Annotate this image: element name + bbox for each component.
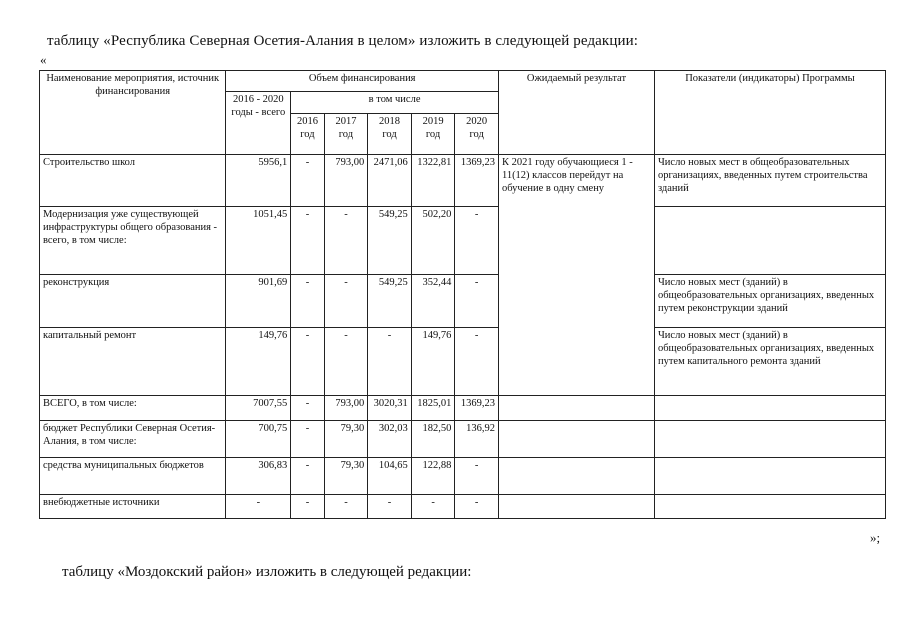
row-result (498, 458, 654, 495)
opening-quote: « (40, 52, 47, 67)
header-indicators: Показатели (индикаторы) Программы (654, 71, 885, 155)
header-total: 2016 - 2020 годы - всего (226, 92, 291, 155)
row-2018: 549,25 (368, 275, 412, 328)
row-2018: 3020,31 (368, 396, 412, 421)
row-total: 901,69 (226, 275, 291, 328)
row-2019: 352,44 (411, 275, 455, 328)
row-2017: - (324, 495, 368, 519)
row-2020: - (455, 275, 499, 328)
header-year-2019: 2019 год (411, 114, 455, 155)
header-year-2018: 2018 год (368, 114, 412, 155)
row-2020: 1369,23 (455, 396, 499, 421)
row-2016: - (291, 421, 324, 458)
row-2019: 1825,01 (411, 396, 455, 421)
row-2016: - (291, 207, 324, 275)
row-indicator (654, 421, 885, 458)
table-row (40, 458, 886, 495)
row-name: реконструкция (40, 275, 226, 328)
row-total: 1051,45 (226, 207, 291, 275)
header-including: в том числе (291, 92, 499, 114)
row-2020: 136,92 (455, 421, 499, 458)
intro-paragraph: таблицу «Республика Северная Осетия-Алания в целом» изложить в следующей редакции: (47, 33, 638, 49)
row-2017: 793,00 (324, 396, 368, 421)
row-2018: - (368, 495, 412, 519)
row-2020: - (455, 207, 499, 275)
header-funding: Объем финансирования (226, 71, 499, 92)
row-2017: 793,00 (324, 155, 368, 207)
row-2020: - (455, 495, 499, 519)
row-total: 5956,1 (226, 155, 291, 207)
row-2019: 122,88 (411, 458, 455, 495)
row-indicator (654, 458, 885, 495)
row-2016: - (291, 458, 324, 495)
row-total: 700,75 (226, 421, 291, 458)
row-2019: 502,20 (411, 207, 455, 275)
row-indicator (654, 495, 885, 519)
header-name: Наименование мероприятия, источник финансирования (40, 71, 226, 155)
row-2019: - (411, 495, 455, 519)
row-2019: 1322,81 (411, 155, 455, 207)
row-result (498, 396, 654, 421)
closing-quote: »; (870, 530, 881, 545)
financing-table (39, 70, 886, 519)
header-year-2016: 2016 год (291, 114, 324, 155)
row-name: Модернизация уже существующей инфраструктуры общего образования - всего, в том числе: (40, 207, 226, 275)
row-name: капитальный ремонт (40, 328, 226, 396)
table-row (40, 207, 886, 275)
row-2018: 549,25 (368, 207, 412, 275)
row-2016: - (291, 396, 324, 421)
row-total: - (226, 495, 291, 519)
row-2020: - (455, 458, 499, 495)
row-total: 149,76 (226, 328, 291, 396)
row-name: средства муниципальных бюджетов (40, 458, 226, 495)
outro-paragraph: таблицу «Моздокский район» изложить в следующей редакции: (62, 564, 472, 580)
row-2020: - (455, 328, 499, 396)
row-2017: 79,30 (324, 458, 368, 495)
row-2016: - (291, 275, 324, 328)
row-indicator (654, 207, 885, 275)
row-2018: - (368, 328, 412, 396)
table-row (40, 155, 886, 207)
header-year-2020: 2020 год (455, 114, 499, 155)
header-year-2017: 2017 год (324, 114, 368, 155)
row-2017: - (324, 328, 368, 396)
row-2018: 104,65 (368, 458, 412, 495)
row-indicator: Число новых мест (зданий) в общеобразовательных организациях, введенных путем реконструкции зданий (654, 275, 885, 328)
row-2019: 149,76 (411, 328, 455, 396)
table-row (40, 421, 886, 458)
header-result: Ожидаемый результат (498, 71, 654, 155)
row-2017: 79,30 (324, 421, 368, 458)
row-result (498, 495, 654, 519)
row-total: 7007,55 (226, 396, 291, 421)
table-row (40, 328, 886, 396)
row-result (498, 421, 654, 458)
row-2018: 2471,06 (368, 155, 412, 207)
row-2020: 1369,23 (455, 155, 499, 207)
table-row (40, 396, 886, 421)
table-row (40, 495, 886, 519)
row-indicator: Число новых мест (зданий) в общеобразовательных организациях, введенных путем капитального ремонта зданий (654, 328, 885, 396)
row-2017: - (324, 207, 368, 275)
row-name: ВСЕГО, в том числе: (40, 396, 226, 421)
row-2019: 182,50 (411, 421, 455, 458)
row-2016: - (291, 495, 324, 519)
row-name: Строительство школ (40, 155, 226, 207)
row-2016: - (291, 328, 324, 396)
row-2017: - (324, 275, 368, 328)
row-name: внебюджетные источники (40, 495, 226, 519)
row-total: 306,83 (226, 458, 291, 495)
row-indicator (654, 396, 885, 421)
row-2018: 302,03 (368, 421, 412, 458)
expected-result: К 2021 году обучающиеся 1 - 11(12) классов перейдут на обучение в одну смену (498, 155, 654, 396)
row-2016: - (291, 155, 324, 207)
row-name: бюджет Республики Северная Осетия-Алания, в том числе: (40, 421, 226, 458)
table-row (40, 275, 886, 328)
row-indicator: Число новых мест в общеобразовательных организациях, введенных путем строительства зданий (654, 155, 885, 207)
